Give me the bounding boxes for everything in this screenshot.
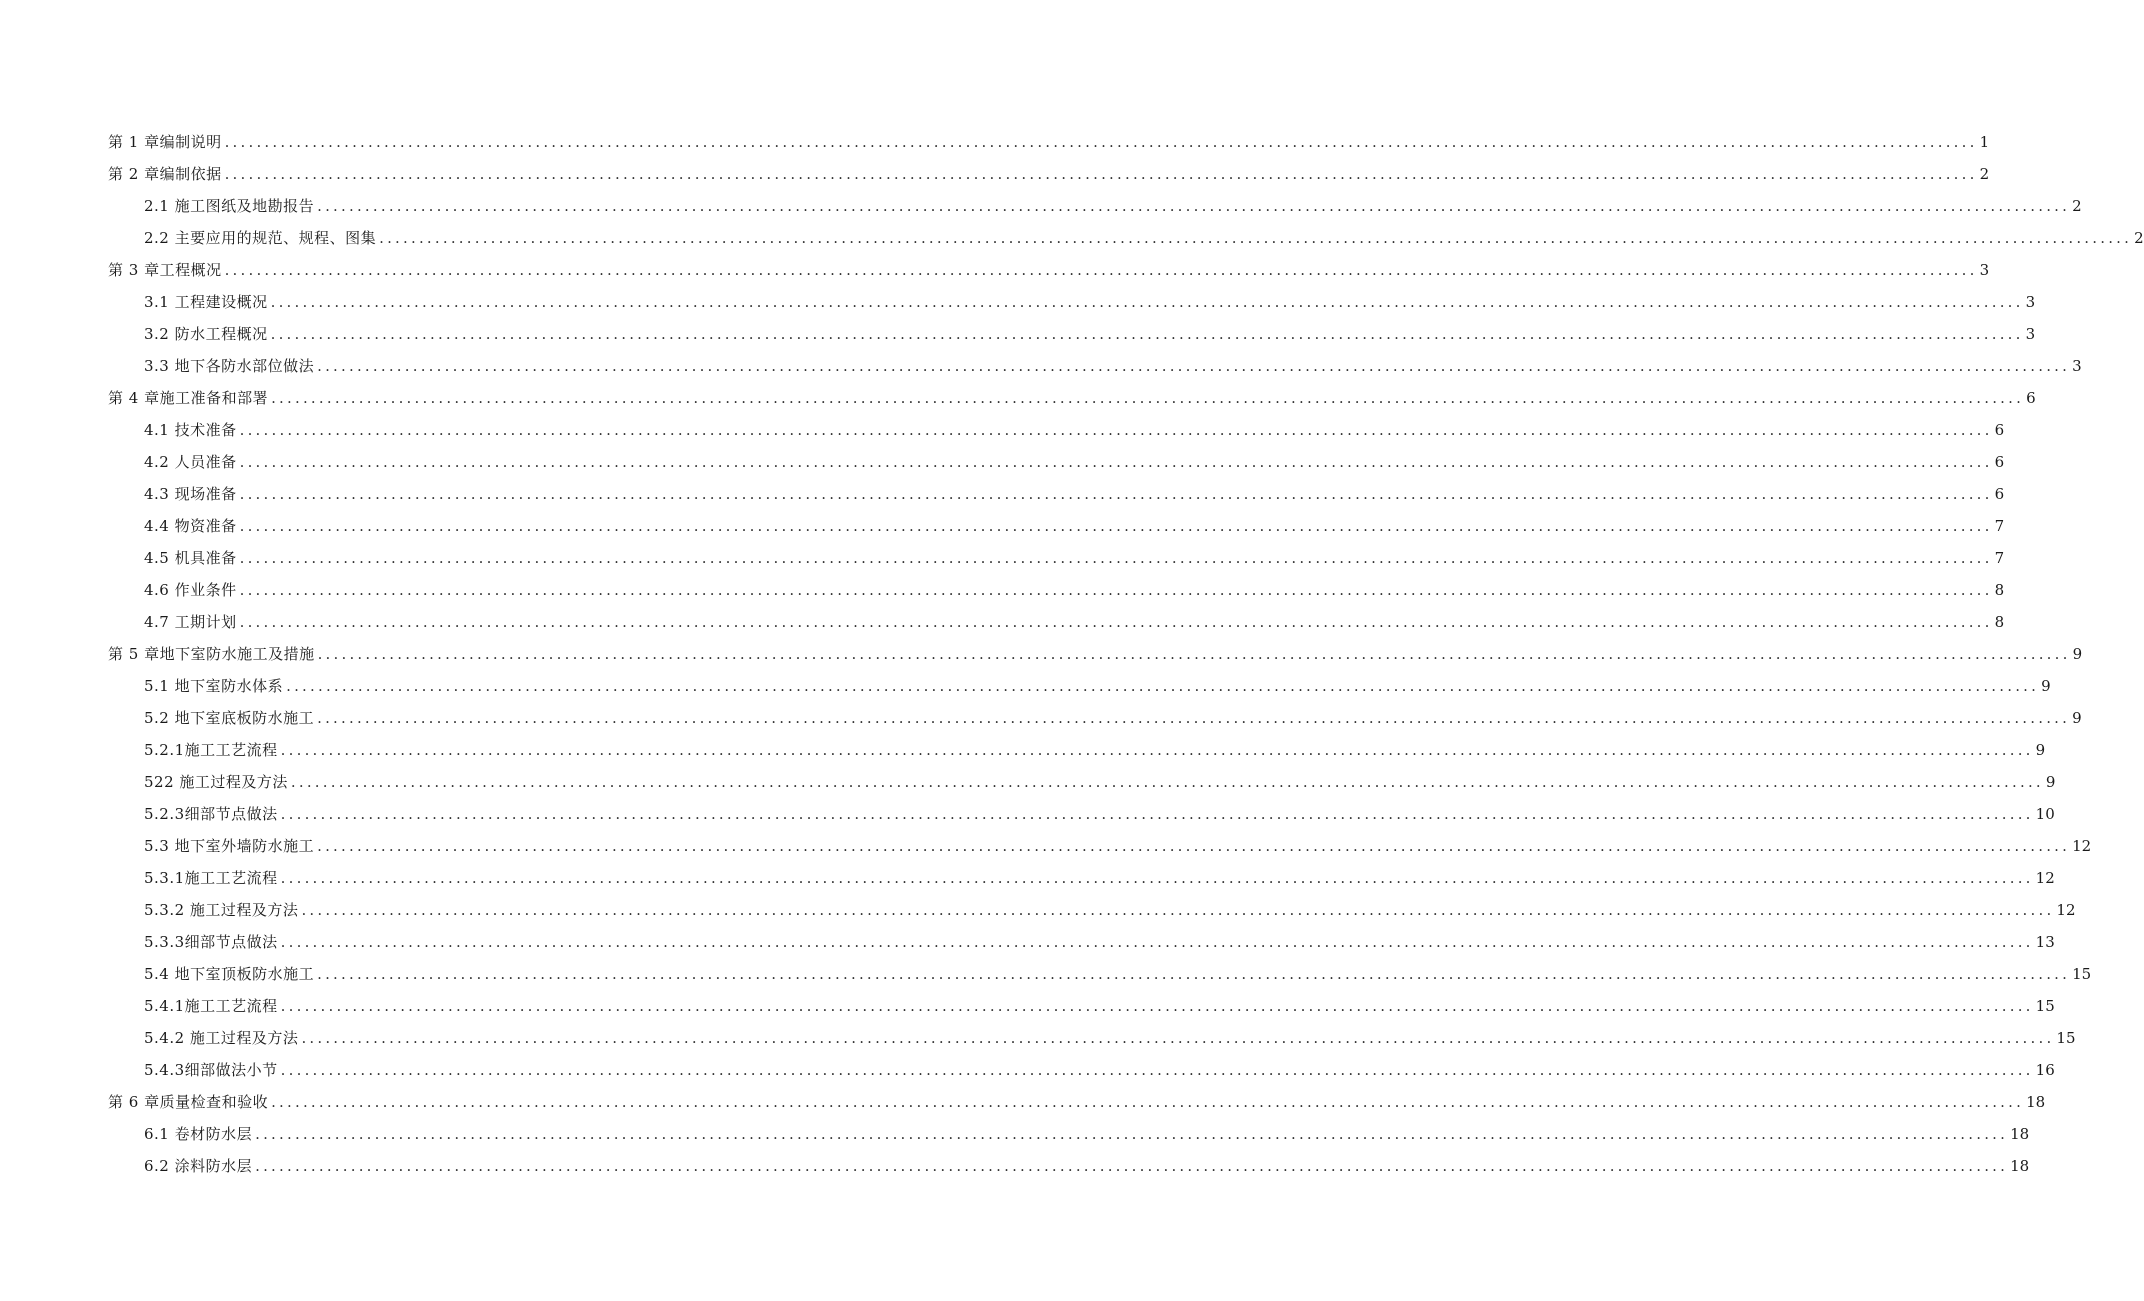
toc-page-number: 1 [1979, 133, 1990, 151]
toc-entry[interactable] [0, 536, 2005, 568]
toc-entry[interactable] [0, 312, 2036, 344]
toc-page-number: 13 [2035, 933, 2055, 951]
toc-entry-title: 4.2 人员准备 [144, 453, 237, 471]
toc-entry[interactable] [0, 504, 2005, 536]
toc-page-number: 3 [2025, 293, 2036, 311]
toc-entry-title: 5.4.3细部做法小节 [144, 1061, 278, 1079]
toc-entry-title: 第 4 章施工准备和部署 [108, 389, 269, 407]
toc-dot-leader: ............................................................................................................................................................................................................................ [239, 581, 1993, 599]
toc-entry-title: 2.1 施工图纸及地勘报告 [144, 197, 315, 215]
toc-page-number: 15 [2072, 965, 2092, 983]
toc-entry-title: 4.1 技术准备 [144, 421, 237, 439]
toc-dot-leader: ............................................................................................................................................................................................................................ [239, 453, 1993, 471]
toc-entry[interactable] [0, 760, 2056, 792]
toc-entry-title: 5.3 地下室外墙防水施工 [144, 837, 315, 855]
toc-page-number: 18 [2010, 1157, 2030, 1175]
toc-page-number: 6 [2026, 389, 2036, 407]
toc-entry[interactable] [0, 920, 2055, 952]
toc-entry[interactable] [0, 184, 2082, 216]
toc-entry-title: 5.2.1施工工艺流程 [144, 741, 278, 759]
toc-entry-title: 2.2 主要应用的规范、规程、图集 [144, 229, 377, 247]
toc-page-number: 16 [2035, 1061, 2055, 1079]
toc-page-number: 12 [2072, 837, 2092, 855]
toc-dot-leader: ............................................................................................................................................................................................................................ [301, 1029, 2055, 1047]
toc-entry[interactable] [0, 248, 1990, 280]
toc-entry[interactable] [0, 1144, 2030, 1176]
toc-dot-leader: ............................................................................................................................................................................................................................ [317, 645, 2071, 663]
toc-entry[interactable] [0, 632, 2083, 664]
toc-dot-leader: ............................................................................................................................................................................................................................ [270, 293, 2024, 311]
toc-page-number: 15 [2035, 997, 2055, 1015]
toc-dot-leader: ............................................................................................................................................................................................................................ [271, 389, 2025, 407]
toc-page-number: 3 [2025, 325, 2036, 343]
toc-entry[interactable] [0, 856, 2055, 888]
toc-page-number: 9 [2041, 677, 2051, 695]
toc-dot-leader: ............................................................................................................................................................................................................................ [317, 357, 2071, 375]
toc-dot-leader: ............................................................................................................................................................................................................................ [280, 869, 2034, 887]
toc-page-number: 3 [1979, 261, 1990, 279]
toc-page-number: 6 [1994, 453, 2005, 471]
toc-dot-leader: ............................................................................................................................................................................................................................ [255, 1157, 2009, 1175]
toc-page-number: 7 [1994, 517, 2005, 535]
toc-entry[interactable] [0, 1048, 2055, 1080]
toc-page-number: 8 [1994, 581, 2005, 599]
toc-entry-title: 第 1 章编制说明 [108, 133, 222, 151]
toc-page-number: 9 [2045, 773, 2056, 791]
toc-dot-leader: ............................................................................................................................................................................................................................ [255, 1125, 2009, 1143]
toc-entry-title: 3.2 防水工程概况 [144, 325, 268, 343]
toc-entry[interactable] [0, 728, 2046, 760]
toc-entry-title: 6.2 涂料防水层 [144, 1157, 253, 1175]
toc-page-number: 10 [2035, 805, 2055, 823]
toc-page-number: 8 [1994, 613, 2005, 631]
toc-entry-title: 3.1 工程建设概况 [144, 293, 268, 311]
toc-page-number: 2 [2072, 197, 2082, 215]
toc-entry[interactable] [0, 152, 1990, 184]
toc-page-number: 6 [1994, 485, 2005, 503]
toc-entry-title: 6.1 卷材防水层 [144, 1125, 253, 1143]
toc-dot-leader: ............................................................................................................................................................................................................................ [239, 613, 1993, 631]
toc-entry-title: 4.6 作业条件 [144, 581, 237, 599]
toc-page-number: 2 [1979, 165, 1990, 183]
toc-entry[interactable] [0, 1080, 2046, 1112]
toc-page-number: 12 [2056, 901, 2076, 919]
toc-dot-leader: ............................................................................................................................................................................................................................ [317, 197, 2071, 215]
toc-entry-title: 4.5 机具准备 [144, 549, 237, 567]
toc-dot-leader: ............................................................................................................................................................................................................................ [280, 933, 2034, 951]
toc-dot-leader: ............................................................................................................................................................................................................................ [280, 805, 2034, 823]
toc-dot-leader: ............................................................................................................................................................................................................................ [280, 997, 2034, 1015]
toc-dot-leader: ............................................................................................................................................................................................................................ [224, 133, 1978, 151]
toc-entry-title: 5.4.2 施工过程及方法 [144, 1029, 299, 1047]
toc-entry-title: 5.3.3细部节点做法 [144, 933, 278, 951]
table-of-contents [0, 120, 2144, 1176]
toc-entry-title: 4.3 现场准备 [144, 485, 237, 503]
toc-entry[interactable] [0, 568, 2005, 600]
toc-entry-title: 5.2 地下室底板防水施工 [144, 709, 315, 727]
toc-dot-leader: ............................................................................................................................................................................................................................ [239, 421, 1993, 439]
toc-entry[interactable] [0, 472, 2005, 504]
toc-entry[interactable] [0, 216, 2144, 248]
toc-entry-title: 5.1 地下室防水体系 [144, 677, 284, 695]
toc-dot-leader: ............................................................................................................................................................................................................................ [317, 709, 2071, 727]
toc-page-number: 12 [2035, 869, 2055, 887]
toc-dot-leader: ............................................................................................................................................................................................................................ [239, 485, 1993, 503]
toc-page-number: 7 [1994, 549, 2005, 567]
toc-dot-leader: ............................................................................................................................................................................................................................ [271, 1093, 2025, 1111]
toc-entry[interactable] [0, 120, 1990, 152]
toc-page-number: 9 [2035, 741, 2046, 759]
toc-entry-title: 第 3 章工程概况 [108, 261, 222, 279]
toc-page-number: 15 [2056, 1029, 2076, 1047]
toc-entry[interactable] [0, 984, 2055, 1016]
toc-dot-leader: ............................................................................................................................................................................................................................ [301, 901, 2055, 919]
toc-entry[interactable] [0, 952, 2092, 984]
toc-page-number: 18 [2026, 1093, 2046, 1111]
toc-entry-title: 5.3.1施工工艺流程 [144, 869, 278, 887]
toc-entry[interactable] [0, 696, 2082, 728]
toc-dot-leader: ............................................................................................................................................................................................................................ [286, 677, 2040, 695]
toc-dot-leader: ............................................................................................................................................................................................................................ [379, 229, 2133, 247]
toc-dot-leader: ............................................................................................................................................................................................................................ [224, 261, 1978, 279]
toc-entry[interactable] [0, 888, 2076, 920]
toc-dot-leader: ............................................................................................................................................................................................................................ [270, 325, 2024, 343]
toc-entry-title: 3.3 地下各防水部位做法 [144, 357, 315, 375]
toc-dot-leader: ............................................................................................................................................................................................................................ [280, 1061, 2034, 1079]
toc-dot-leader: ............................................................................................................................................................................................................................ [224, 165, 1978, 183]
toc-entry-title: 5.4.1施工工艺流程 [144, 997, 278, 1015]
toc-entry[interactable] [0, 1016, 2076, 1048]
toc-entry-title: 4.4 物资准备 [144, 517, 237, 535]
toc-entry[interactable] [0, 344, 2082, 376]
toc-entry[interactable] [0, 280, 2036, 312]
toc-entry-title: 第 2 章编制依据 [108, 165, 222, 183]
toc-entry[interactable] [0, 792, 2055, 824]
toc-entry[interactable] [0, 664, 2051, 696]
toc-entry[interactable] [0, 440, 2005, 472]
toc-page-number: 6 [1994, 421, 2005, 439]
toc-page-number: 3 [2072, 357, 2082, 375]
toc-dot-leader: ............................................................................................................................................................................................................................ [280, 741, 2034, 759]
toc-dot-leader: ............................................................................................................................................................................................................................ [239, 549, 1993, 567]
toc-entry-title: 5.3.2 施工过程及方法 [144, 901, 299, 919]
toc-entry-title: 第 5 章地下室防水施工及措施 [108, 645, 315, 663]
toc-entry-title: 522 施工过程及方法 [144, 773, 288, 791]
toc-page-number: 9 [2072, 645, 2083, 663]
toc-entry-title: 5.2.3细部节点做法 [144, 805, 278, 823]
toc-entry-title: 5.4 地下室顶板防水施工 [144, 965, 315, 983]
toc-entry[interactable] [0, 824, 2092, 856]
toc-entry[interactable] [0, 600, 2005, 632]
toc-entry[interactable] [0, 376, 2036, 408]
toc-entry-title: 4.7 工期计划 [144, 613, 237, 631]
toc-dot-leader: ............................................................................................................................................................................................................................ [239, 517, 1993, 535]
toc-dot-leader: ............................................................................................................................................................................................................................ [290, 773, 2044, 791]
toc-dot-leader: ............................................................................................................................................................................................................................ [317, 965, 2071, 983]
toc-entry-title: 第 6 章质量检查和验收 [108, 1093, 269, 1111]
toc-dot-leader: ............................................................................................................................................................................................................................ [317, 837, 2071, 855]
toc-page-number: 9 [2072, 709, 2082, 727]
toc-entry[interactable] [0, 1112, 2030, 1144]
toc-entry[interactable] [0, 408, 2005, 440]
toc-page-number: 18 [2010, 1125, 2030, 1143]
toc-page-number: 2 [2134, 229, 2144, 247]
